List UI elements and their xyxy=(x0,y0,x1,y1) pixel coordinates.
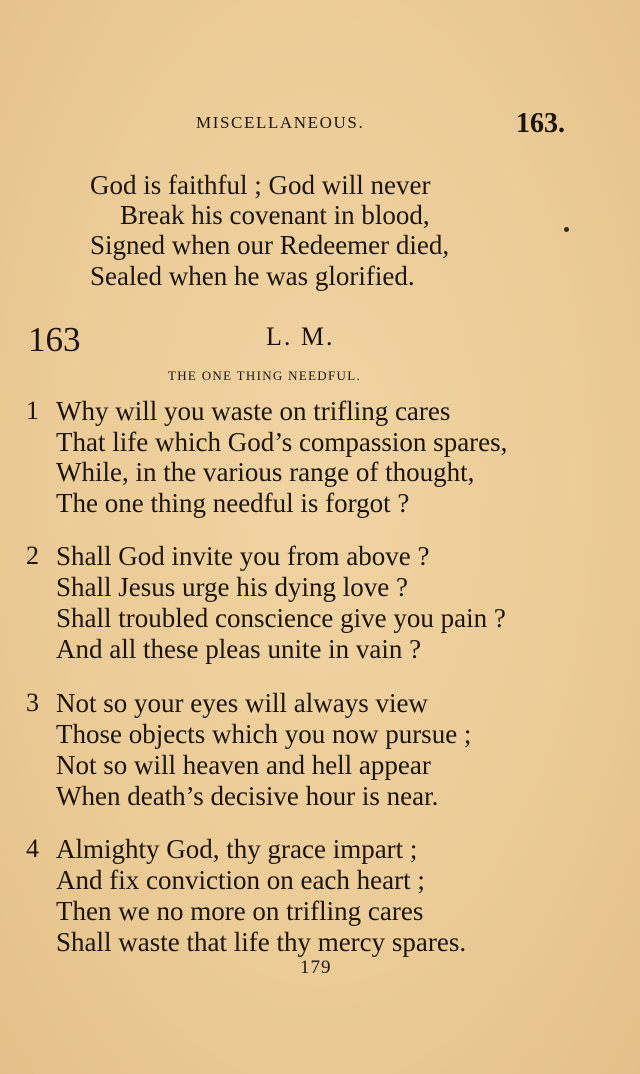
ink-speck xyxy=(564,227,569,232)
stanza-number: 2 xyxy=(26,541,39,570)
stanza-line: Then we no more on trifling cares xyxy=(56,896,424,926)
continuation-line: Break his covenant in blood, xyxy=(120,200,430,230)
stanza-line: And fix conviction on each heart ; xyxy=(56,865,425,895)
stanza-number: 4 xyxy=(26,834,39,863)
hymn-meter: L. M. xyxy=(266,322,335,351)
continuation-line: Sealed when he was glorified. xyxy=(90,261,415,291)
stanza-line: Not so will heaven and hell appear xyxy=(56,750,431,780)
stanza-line: That life which God’s compassion spares, xyxy=(56,427,508,457)
stanza-line: Almighty God, thy grace impart ; xyxy=(56,834,418,864)
stanza-line: Shall waste that life thy mercy spares. xyxy=(56,927,467,957)
stanza-number: 3 xyxy=(26,688,39,717)
stanza-line: While, in the various range of thought, xyxy=(56,457,475,487)
stanza-line: Not so your eyes will always view xyxy=(56,688,428,718)
stanza-line: Shall troubled conscience give you pain ? xyxy=(56,603,506,633)
stanza-line: Why will you waste on trifling cares xyxy=(56,396,451,426)
stanza-line: When death’s decisive hour is near. xyxy=(56,781,439,811)
stanza-line: The one thing needful is forgot ? xyxy=(56,488,410,518)
hymn-title: THE ONE THING NEEDFUL. xyxy=(168,368,362,383)
stanza-line: Shall God invite you from above ? xyxy=(56,541,430,571)
running-title: MISCELLANEOUS. xyxy=(196,113,365,132)
stanza-line: Those objects which you now pursue ; xyxy=(56,719,472,749)
stanza-number: 1 xyxy=(26,396,39,425)
hymn-number: 163 xyxy=(28,320,81,359)
page-number-footer: 179 xyxy=(300,957,332,978)
stanza-line: Shall Jesus urge his dying love ? xyxy=(56,572,408,602)
continuation-line: Signed when our Redeemer died, xyxy=(90,230,450,260)
stanza-line: And all these pleas unite in vain ? xyxy=(56,634,422,664)
continuation-line: God is faithful ; God will never xyxy=(90,170,431,200)
page-number-top: 163. xyxy=(516,108,565,139)
